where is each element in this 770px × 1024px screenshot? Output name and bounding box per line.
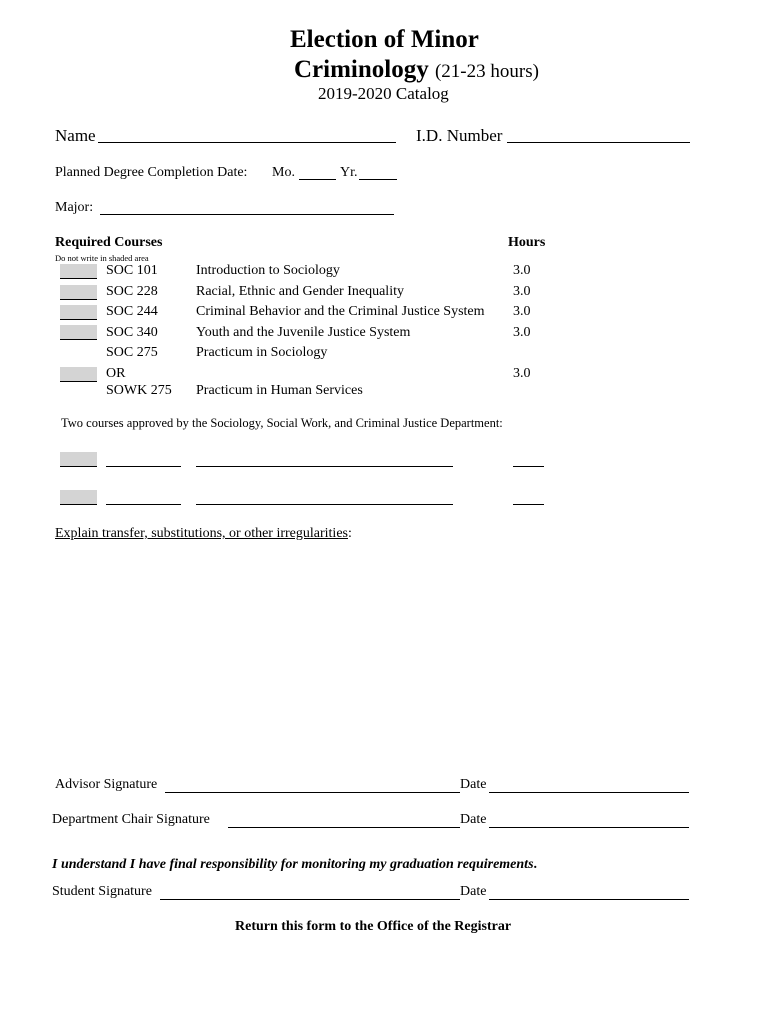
shaded-grade-box [60, 452, 97, 467]
year-label: Yr. [340, 165, 358, 180]
course-code: SOWK 275 [106, 383, 172, 398]
return-form-note: Return this form to the Office of the Registrar [235, 919, 512, 934]
minor-name: Criminology [294, 56, 429, 83]
major-label: Major: [55, 200, 94, 215]
shaded-grade-box [60, 264, 97, 279]
elective-title-field[interactable] [196, 466, 453, 467]
shaded-grade-box [60, 490, 97, 505]
month-field[interactable] [299, 179, 336, 180]
course-code: SOC 244 [106, 304, 158, 319]
form-subtitle [294, 56, 539, 84]
statement-text: I understand I have final responsibility for monitoring my graduation requirements [52, 857, 534, 872]
course-title: Racial, Ethnic and Gender Inequality [196, 284, 404, 299]
explain-text: Explain transfer, substitutions, or other irregularities [55, 526, 348, 541]
course-code: SOC 228 [106, 284, 158, 299]
explain-text-area[interactable] [55, 550, 695, 760]
elective-code-field[interactable] [106, 466, 181, 467]
month-label: Mo. [272, 165, 295, 180]
form-title: Election of Minor [290, 26, 479, 53]
course-hours: 3.0 [513, 366, 531, 381]
course-code: SOC 101 [106, 263, 158, 278]
advisor-signature-field[interactable] [165, 792, 460, 793]
course-title: Practicum in Human Services [196, 383, 363, 398]
student-date-field[interactable] [489, 899, 689, 900]
chair-signature-label: Department Chair Signature [52, 812, 210, 827]
course-title: Introduction to Sociology [196, 263, 340, 278]
course-code: SOC 275 [106, 345, 158, 360]
id-number-label: I.D. Number [416, 126, 503, 145]
required-courses-heading: Required Courses [55, 235, 163, 250]
advisor-date-field[interactable] [489, 792, 689, 793]
approved-courses-note: Two courses approved by the Sociology, Social Work, and Criminal Justice Department: [61, 416, 503, 430]
course-title: Criminal Behavior and the Criminal Justice System [196, 304, 485, 319]
date-label: Date [460, 884, 487, 899]
student-signature-field[interactable] [160, 899, 460, 900]
course-hours: 3.0 [513, 263, 531, 278]
date-label: Date [460, 812, 487, 827]
name-label: Name [55, 126, 96, 145]
minor-hours: (21-23 hours) [434, 61, 539, 82]
chair-signature-field[interactable] [228, 827, 460, 828]
elective-hours-field[interactable] [513, 466, 544, 467]
catalog-year: 2019-2020 Catalog [318, 84, 449, 103]
shaded-grade-box [60, 305, 97, 320]
shaded-grade-box [60, 367, 97, 382]
advisor-signature-label: Advisor Signature [55, 777, 158, 792]
completion-date-label: Planned Degree Completion Date: [55, 165, 248, 180]
explain-irregularities-label [55, 526, 352, 542]
id-number-field[interactable] [507, 142, 690, 143]
course-hours: 3.0 [513, 325, 531, 340]
shaded-grade-box [60, 285, 97, 300]
shaded-area-note: Do not write in shaded area [55, 253, 149, 263]
elective-hours-field[interactable] [513, 504, 544, 505]
course-code: SOC 340 [106, 325, 158, 340]
year-field[interactable] [359, 179, 397, 180]
responsibility-statement [52, 857, 537, 873]
chair-date-field[interactable] [489, 827, 689, 828]
major-field[interactable] [100, 214, 394, 215]
course-hours: 3.0 [513, 284, 531, 299]
elective-title-field[interactable] [196, 504, 453, 505]
explain-colon: : [347, 526, 352, 541]
course-hours: 3.0 [513, 304, 531, 319]
name-field[interactable] [98, 142, 396, 143]
elective-code-field[interactable] [106, 504, 181, 505]
course-title: Practicum in Sociology [196, 345, 328, 360]
or-label: OR [106, 366, 126, 381]
course-title: Youth and the Juvenile Justice System [196, 325, 411, 340]
student-signature-label: Student Signature [52, 884, 152, 899]
date-label: Date [460, 777, 487, 792]
shaded-grade-box [60, 325, 97, 340]
hours-heading: Hours [508, 235, 546, 250]
statement-period: . [533, 857, 538, 872]
